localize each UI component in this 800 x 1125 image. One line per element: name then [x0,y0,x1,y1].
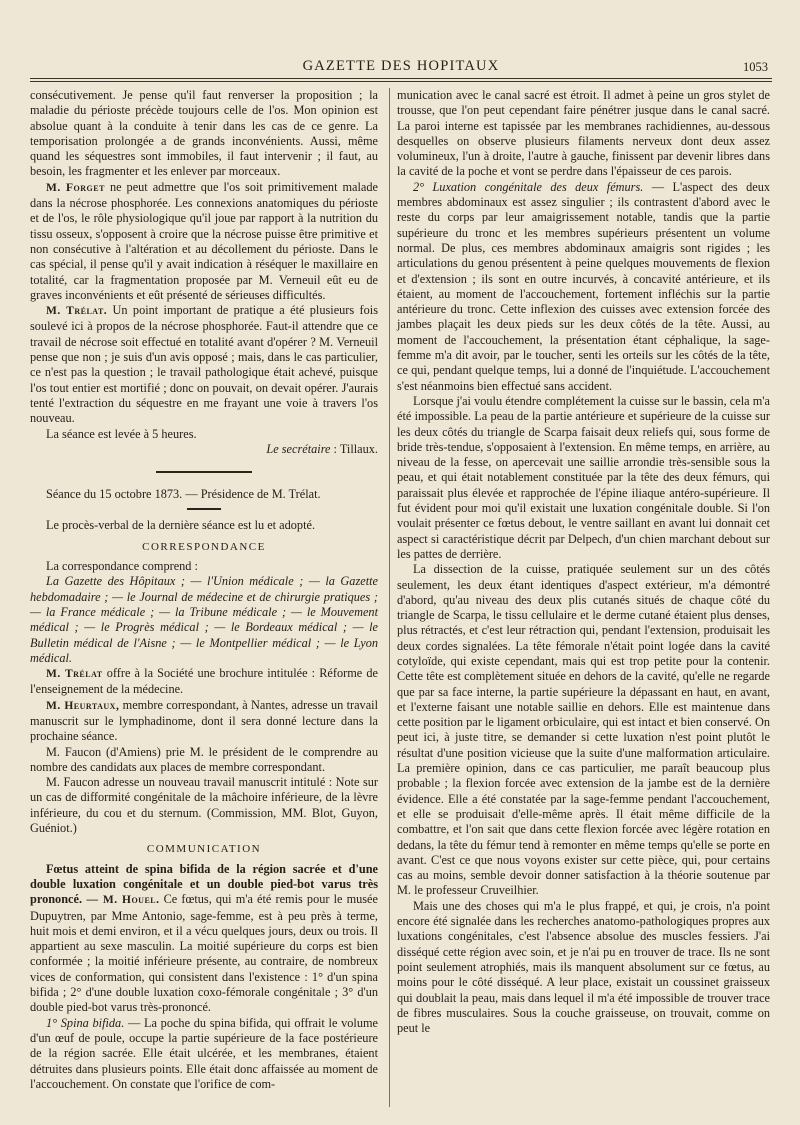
speaker-name: M. Trélat. [46,305,108,318]
correspondence-heading: CORRESPONDANCE [142,540,266,553]
speaker-name: M. Heurtaux, [46,699,120,712]
speaker-name: M. Forget [46,181,105,194]
paragraph: consécutivement. Je pense qu'il faut renverser la proposition ; la maladie du périoste précède toujours celle de l'os. Mon opinion est absolue quant à la conduite à tenir dans les cas de ce genre. La temporisation prolongée a de grands inconvénients. Aussi, même quand les séquestres sont immobiles, il faut intervenir ; il faut, au besoin, les fragmenter et les enlever par morceaux. [30,88,378,179]
journal-list: La Gazette des Hôpitaux ; — l'Union médicale ; — la Gazette hebdomadaire ; — le Journal de médecine et de chirurgie pratiques ; — la France médicale ; — la Tribune médicale ; — le Mouvement médical ; — le Progrès médical ; — le Bordeaux médical ; — le Bulletin médical de l'Aisne ; — le Montpellier médical ; — le Lyon médical. [30,574,378,665]
paragraph: La correspondance comprend : [46,559,198,574]
paragraph: M. Faucon adresse un nouveau travail manuscrit intitulé : Note sur un cas de difformité congénitale de la mâchoire inférieure, de la lèvre inférieure, du cou et du sternum. (Commission, MM. Blot, Guyon, Guéniot.) [30,775,378,836]
paragraph: 2° Luxation congénitale des deux fémurs. — L'aspect des deux membres abdominaux est assez singulier ; ils contrastent d'abord avec le reste du corps par leur amaigrissement notable, tandis que la partie supérieure du tronc et les membres supérieurs présentent un volume normal. De plus, ces membres abdominaux amaigris sont rigides ; les articulations du genou présentent à peine quelques mouvements de flexion et d'extension ; ils sont en outre incurvés, à concavité antérieure, et ils étaient, au moment de l'accouchement, fortement infléchis sur la partie antérieure du tronc. Cette inflexion des cuisses avec extension forcée des jambes plaçait les deux pieds sur les deux côtés de la tête. Aussi, au moment de l'accouchement, la présentation étant céphalique, la sage-femme m'a dit avoir, par le toucher, senti les orteils sur les côtés de la tête, ce qui, pendant quelque temps, lui a donné de l'inquiétude. L'accouchement s'est néanmoins bien effectué sans accident. [397,179,771,393]
paragraph: munication avec le canal sacré est étroit. Il admet à peine un gros stylet de trousse, que l'on peut cependant faire pénétrer jusque dans le canal sacré. La paroi interne est tapissée par les membranes rachidiennes, au-dessous desquelles on observe plusieurs filaments nerveux dont deux assez volumineux, l'un à droite, l'autre à gauche, finissent par devenir libres dans la cavité de la poche et vont se perdre dans l'épaisseur de ces parois. [397,88,770,179]
page-header [30,56,772,78]
closing-line: La séance est levée à 5 heures. [46,426,197,441]
session-heading: Séance du 15 octobre 1873. — Présidence de M. Trélat. [46,487,321,502]
paragraph: M. Forget ne peut admettre que l'os soit primitivement malade dans la nécrose phosphorée. Les connexions anatomiques du périoste et de l'os, le rôle physiologique qu'il joue par rapport à la nutrition du tissu osseux, s'opposent à croire que la nécrose puisse être primitive et non consécutive à l'altération et au décollement du périoste. Dans le cas spécial, il pense qu'il y avait indication à réséquer le maxillaire en totalité, car la fragmentation proposée par M. Verneuil eût eu de graves inconvénients et eût présenté de sérieuses difficultés. [30,179,378,302]
section-separator [156,471,252,473]
paragraph: La dissection de la cuisse, pratiquée seulement sur un des côtés seulement, les deux étant identiques d'aspect extérieur, m'a démontré d'abord, qu'au niveau des deux plis cutanés situés de chaque côté du triangle de Scarpa, le tissu cellulaire et le derme cutané étaient plus denses, plus rétractés, et c'est leur rétraction qui, pendant l'extension, produisait les deux cordes signalées. La tête fémorale n'était point logée dans la cavité cotyloïde, qui existe cependant, mais qui est trop petite pour la contenir. Cette tête est complètement située en dehors de la cavité, qu'elle ne regarde que par sa face interne, la partie supérieure la dépassant en haut, en avant, et l'externe faisant une notable saillie en dehors. Elle est maintenue dans cette position par le ligament orbiculaire, qui est intact et bien conservé. On peut ici, à juste titre, se demander si cette luxation n'est point plutôt le résultat d'une position vicieuse que la suite d'une malformation articulaire. La première opinion, dans ce cas particulier, me paraît beaucoup plus probable ; la flexion forcée avec extension de la jambe est de la dernière évidence. Elle a été constatée par la sage-femme pendant l'accouchement, et elle se produisait d'elle-même après. Il était même difficile de la combattre, et l'on sait que dans cette flexion forcée avec légère rotation en dedans, la tête du fémur tend à remonter en même temps qu'elle se porte en avant. C'est ce que nous voyons exister sur cette pièce, qui, pour certains cas au moins, semble devoir donner satisfaction à la théorie soutenue par M. le professeur Cruveilhier. [397,562,770,898]
page-number: 1053 [743,60,768,74]
left-column [30,88,378,1092]
short-separator [187,508,221,510]
subsection-label: 1° Spina bifida. [46,1015,125,1030]
paragraph: Fœtus atteint de spina bifida de la région sacrée et d'une double luxation congénitale et un double pied-bot varus très prononcé. — M. Houel. Ce fœtus, qui m'a été remis pour le musée Dupuytren, par Mme Antonio, sage-femme, est à peu près à terme, huit mois et demi environ, et il a vécu quelques jours, deux ou trois. Il appartient au sexe masculin. La moitié supérieure du corps est bien conformée ; la moitié inférieure présente, au contraire, de nombreux vices de conformation, qui consistent dans l'existence : 1° d'un spina bifida ; 2° d'une double luxation coxo-fémorale congénitale ; 3° d'un double pied-bot varus très-prononcé. [30,861,378,1015]
secretary-signature: Le secrétaire : Tillaux. [266,441,378,456]
speaker-name: M. Trélat [46,668,103,681]
communication-heading: COMMUNICATION [146,843,262,856]
paragraph: M. Trélat. Un point important de pratique a été plusieurs fois soulevé ici à propos de la nécrose phosphorée. Faut-il attendre que ce travail de nécrose soit effectué en totalité avant d'opérer ? M. Verneuil pense que non ; je suis d'un avis opposé ; mais, dans le cas particulier, ce n'est pas la question ; le travail pathologique était achevé, puisque l'os tout entier est mortifié ; donc on pouvait, on devait opérer. J'aurais tenté l'extraction du séquestre en me frayant une voie à travers l'os nouveau. [30,303,378,426]
paragraph: Lorsque j'ai voulu étendre complétement la cuisse sur le bassin, cela m'a été impossible. La peau de la partie antérieure et supérieure de la cuisse sur les deux côtés du triangle de Scarpa faisait deux reliefs qui, sous forme de bride très-tendue, s'opposaient à l'extension. En même temps, en arrière, au niveau de la fesse, on apercevait une saillie arrondie très-sensible sous la peau, et qui était notablement constituée par la tête des deux fémurs, qui paraissait plus élevée et rapprochée de l'épine iliaque antéro-supérieure. Il fut évident pour moi qu'il existait une luxation congénitale double. Si l'on voulait présenter ce fœtus debout, le ventre saillant en avant lui donnait cet aspect si caractéristique décrit par Delpech, d'un chien marchant debout sur les pattes de derrière. [397,393,770,561]
paragraph: M. Faucon (d'Amiens) prie M. le président de le comprendre au nombre des candidats aux places de membre correspondant. [30,744,378,774]
paragraph: 1° Spina bifida. — La poche du spina bifida, qui offrait le volume d'un œuf de poule, occupe la partie supérieure de la face postérieure de la région sacrée. Elle était ulcérée, et les membranes, étaient détruites dans plusieurs points. Elle était donc affaissée au moment de l'accouchement. On constate que l'orifice de com- [30,1015,379,1091]
paragraph: M. Heurtaux, membre correspondant, à Nantes, adresse un travail manuscrit sur le lymphadinome, dont il sera donné lecture dans la prochaine séance. [30,697,379,744]
communication-title: Fœtus atteint de spina bifida de la région sacrée et d'une double luxation congénitale et un double pied-bot varus très prononcé. [30,861,378,907]
header-rule-bottom [30,81,772,82]
paragraph: Mais une des choses qui m'a le plus frappé, et qui, je crois, n'a point encore été signalée dans les recherches anatomo-pathologiques propres aux luxations congénitales, c'est l'absence absolue des muscles fessiers. J'ai disséqué cette région avec soin, et je n'ai pu en trouver de trace. Ils ne sont point seulement atrophiés, mais ils manquent absolument sur ce fœtus, au moins pour le côté disséqué. A leur place, existait un coussinet graisseux qui doublait la peau, mais dans lequel il m'a été impossible de trouver trace de fibres musculaires. Sous la couche graisseuse, on trouvait, comme on peut le [397,898,770,1036]
column-divider [389,88,390,1107]
subsection-label: 2° Luxation congénitale des deux fémurs. [413,179,644,194]
minutes-line: Le procès-verbal de la dernière séance est lu et adopté. [46,518,316,533]
paragraph: M. Trélat offre à la Société une brochure intitulée : Réforme de l'enseignement de la médecine. [30,666,378,697]
speaker-name: — M. Houel. [82,894,160,907]
right-column [397,88,770,1036]
header-rule-top [30,78,772,79]
journal-title: GAZETTE DES HOPITAUX [302,58,500,74]
